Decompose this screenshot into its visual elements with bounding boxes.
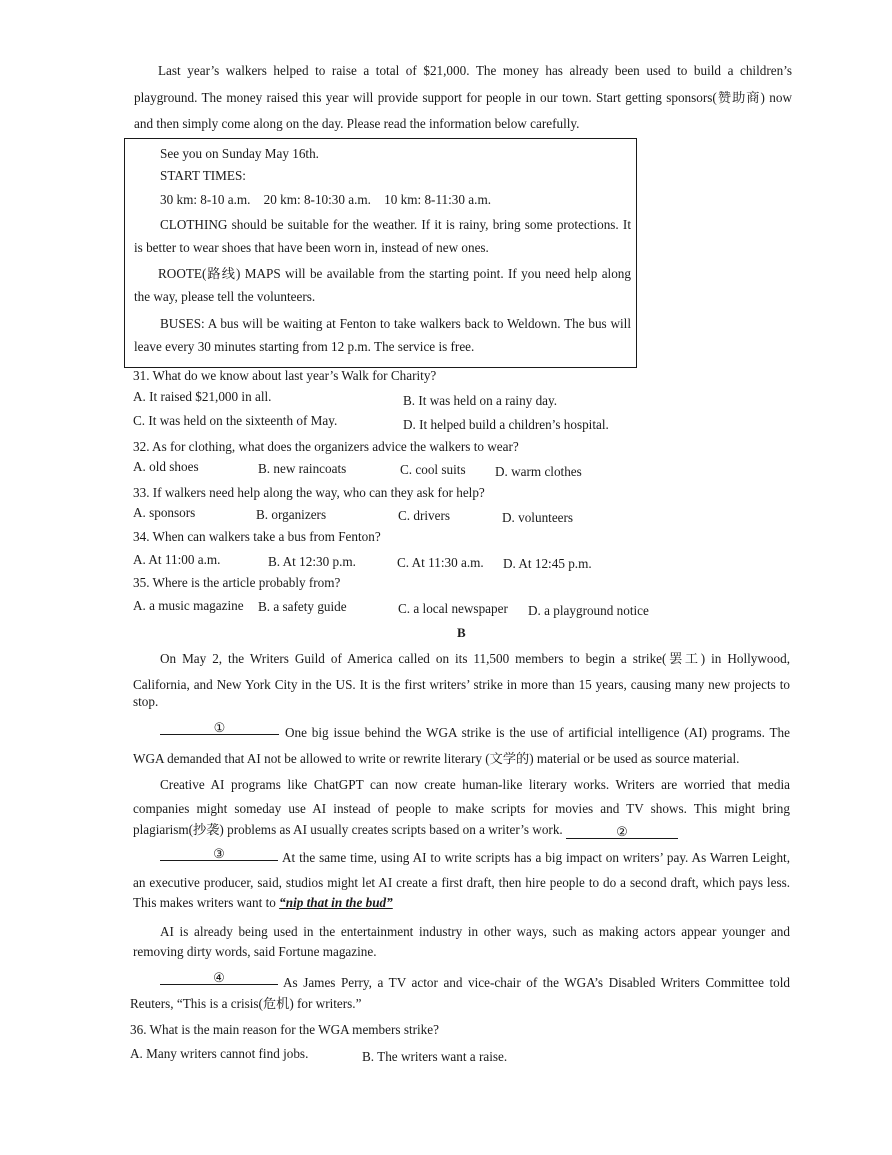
question-31: 31. What do we know about last year’s Walk for Charity?: [133, 368, 437, 383]
q34-option-a: A. At 11:00 a.m.: [133, 552, 221, 567]
para1-line-1: On May 2, the Writers Guild of America called on its 11,500 members to begin a strike(罢工) in Hollywood,: [160, 651, 790, 666]
q36-option-a: A. Many writers cannot find jobs.: [130, 1046, 309, 1061]
question-33: 33. If walkers need help along the way, who can they ask for help?: [133, 485, 485, 500]
para6-line-2: Reuters, “This is a crisis(危机) for writers.”: [130, 996, 362, 1011]
para3-line-2: companies might someday use AI instead of people to make scripts for movies and TV shows. This might bring: [133, 801, 790, 816]
q33-option-a: A. sponsors: [133, 505, 196, 520]
box-clothing-line-2: is better to wear shoes that have been worn in, instead of new ones.: [134, 240, 489, 255]
blank-3-number: ③: [160, 846, 278, 861]
para5-line-1: AI is already being used in the entertainment industry in other ways, such as making actors appear younger and: [160, 924, 790, 939]
blank-2-number: ②: [566, 824, 678, 839]
question-35: 35. Where is the article probably from?: [133, 575, 341, 590]
para3-line-3: plagiarism(抄袭) problems as AI usually creates scripts based on a writer’s work.: [133, 822, 563, 837]
box-clothing-line-1: CLOTHING should be suitable for the weather. If it is rainy, bring some protections. It: [160, 217, 631, 232]
q35-option-b: B. a safety guide: [258, 599, 347, 614]
q35-option-a: A. a music magazine: [133, 598, 244, 613]
para2-line-1: One big issue behind the WGA strike is the use of artificial intelligence (AI) programs. The: [285, 725, 790, 740]
intro-line-3: and then simply come along on the day. Please read the information below carefully.: [134, 116, 580, 131]
box-maps-line-2: the way, please tell the volunteers.: [134, 289, 316, 304]
q35-option-d: D. a playground notice: [528, 603, 649, 618]
para3-line-1: Creative AI programs like ChatGPT can now create human-like literary works. Writers are worried that media: [160, 777, 790, 792]
question-32: 32. As for clothing, what does the organizers advice the walkers to wear?: [133, 439, 519, 454]
q34-option-b: B. At 12:30 p.m.: [268, 554, 356, 569]
q31-option-a: A. It raised $21,000 in all.: [133, 389, 272, 404]
para6-line-1: As James Perry, a TV actor and vice-chair of the WGA’s Disabled Writers Committee told: [283, 975, 790, 990]
para1-line-3: stop.: [133, 694, 159, 709]
para5-line-2: removing dirty words, said Fortune magazine.: [133, 944, 377, 959]
q32-option-d: D. warm clothes: [495, 464, 582, 479]
idiom-phrase: “nip that in the bud”: [279, 895, 393, 910]
box-line-1: See you on Sunday May 16th.: [160, 146, 319, 161]
q31-option-c: C. It was held on the sixteenth of May.: [133, 413, 338, 428]
box-start-times: 30 km: 8-10 a.m. 20 km: 8-10:30 a.m. 10 km: 8-11:30 a.m.: [160, 192, 492, 207]
blank-4[interactable]: [160, 970, 278, 986]
q32-option-a: A. old shoes: [133, 459, 199, 474]
blank-1-number: ①: [160, 720, 279, 735]
q34-option-d: D. At 12:45 p.m.: [503, 556, 592, 571]
blank-2[interactable]: [566, 824, 678, 840]
question-36: 36. What is the main reason for the WGA members strike?: [130, 1022, 439, 1037]
q33-option-b: B. organizers: [256, 507, 327, 522]
para4-line-3: [133, 895, 393, 911]
q33-option-c: C. drivers: [398, 508, 451, 523]
q35-option-c: C. a local newspaper: [398, 601, 508, 616]
q32-option-c: C. cool suits: [400, 462, 466, 477]
blank-3[interactable]: [160, 846, 278, 862]
box-buses-line-1: BUSES: A bus will be waiting at Fenton to take walkers back to Weldown. The bus will: [160, 316, 631, 331]
para4-line-3-text: This makes writers want to: [133, 895, 280, 910]
intro-line-1: Last year’s walkers helped to raise a total of $21,000. The money has already been used to build a children’s: [158, 63, 792, 78]
q31-option-b: B. It was held on a rainy day.: [403, 393, 558, 408]
box-line-2: START TIMES:: [160, 168, 246, 183]
q33-option-d: D. volunteers: [502, 510, 574, 525]
blank-1[interactable]: [160, 720, 279, 736]
para4-line-1: At the same time, using AI to write scripts has a big impact on writers’ pay. As Warren Leight,: [282, 850, 790, 865]
box-buses-line-2: leave every 30 minutes starting from 12 p.m. The service is free.: [134, 339, 475, 354]
box-maps-line-1: ROOTE(路线) MAPS will be available from the starting point. If you need help along: [158, 266, 631, 281]
q34-option-c: C. At 11:30 a.m.: [397, 555, 484, 570]
para2-line-2: WGA demanded that AI not be allowed to write or rewrite literary (文学的) material or be used as source material.: [133, 751, 740, 766]
q36-option-b: B. The writers want a raise.: [362, 1049, 508, 1064]
para1-line-2: California, and New York City in the US. It is the first writers’ strike in more than 15 years, causing many new projects to: [133, 677, 790, 692]
blank-4-number: ④: [160, 970, 278, 985]
q31-option-d: D. It helped build a children’s hospital.: [403, 417, 609, 432]
para4-line-2: an executive producer, said, studios might let AI create a first draft, then hire people to do a second draft, which pays less.: [133, 875, 790, 890]
intro-line-2: playground. The money raised this year will provide support for people in our town. Start getting sponsors(赞助商) now: [134, 90, 792, 105]
question-34: 34. When can walkers take a bus from Fenton?: [133, 529, 381, 544]
q32-option-b: B. new raincoats: [258, 461, 347, 476]
section-b-heading: B: [457, 625, 466, 640]
